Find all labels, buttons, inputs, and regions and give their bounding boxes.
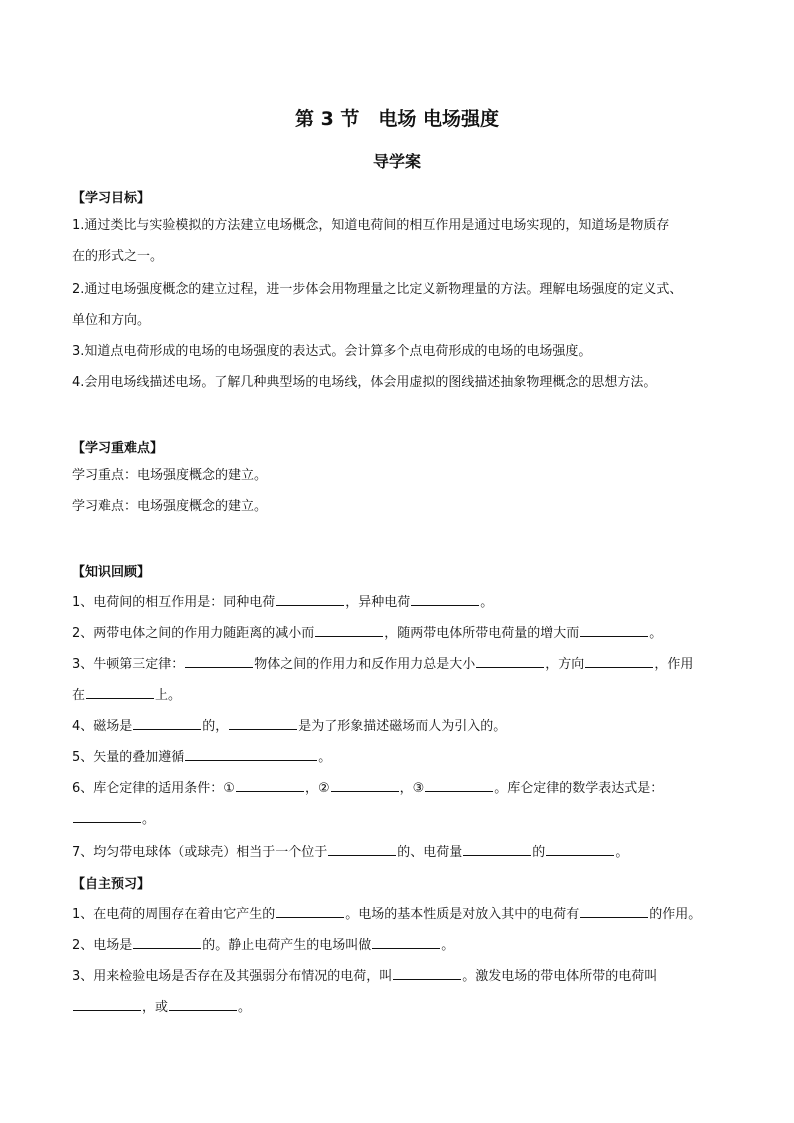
goal-line: 1.通过类比与实验模拟的方法建立电场概念，知道电荷间的相互作用是通过电场实现的，知道场是物质存 <box>72 218 670 233</box>
answer-blank[interactable] <box>185 747 317 761</box>
key-focus-line: 学习重点：电场强度概念的建立。 <box>72 468 268 483</box>
page-subtitle: 导学案 <box>372 152 421 171</box>
answer-blank[interactable] <box>276 904 344 918</box>
review-question-3: 3、牛顿第三定律： 物体之间的作用力和反作用力总是大小 ，方向 ，作用 <box>72 654 732 674</box>
answer-blank[interactable] <box>425 778 493 792</box>
answer-blank[interactable] <box>580 623 648 637</box>
preview-question-1: 1、在电荷的周围存在着由它产生的 。电场的基本性质是对放入其中的电荷有 的作用。 <box>72 904 732 924</box>
answer-blank[interactable] <box>185 654 253 668</box>
review-question-3-cont: 在 上。 <box>72 685 732 705</box>
answer-blank[interactable] <box>73 997 141 1011</box>
review-question-6-cont: 。 <box>72 809 732 829</box>
review-question-1: 1、电荷间的相互作用是：同种电荷 ，异种电荷 。 <box>72 592 732 612</box>
preview-question-3: 3、用来检验电场是否存在及其强弱分布情况的电荷，叫 。激发电场的带电体所带的电荷叫 <box>72 966 732 986</box>
answer-blank[interactable] <box>585 654 653 668</box>
key-difficulty-line: 学习难点：电场强度概念的建立。 <box>72 499 268 514</box>
review-question-5: 5、矢量的叠加遵循 。 <box>72 747 732 767</box>
section-heading-goals: 【学习目标】 <box>72 191 151 206</box>
answer-blank[interactable] <box>229 716 297 730</box>
review-question-2: 2、两带电体之间的作用力随距离的减小而 ，随两带电体所带电荷量的增大而 。 <box>72 623 732 643</box>
answer-blank[interactable] <box>169 997 237 1011</box>
preview-question-3-cont: ，或 。 <box>72 997 732 1017</box>
answer-blank[interactable] <box>133 935 201 949</box>
answer-blank[interactable] <box>133 716 201 730</box>
review-question-4: 4、磁场是 的， 是为了形象描述磁场而人为引入的。 <box>72 716 732 736</box>
answer-blank[interactable] <box>580 904 648 918</box>
answer-blank[interactable] <box>86 685 154 699</box>
goal-line: 3.知道点电荷形成的电场的电场强度的表达式。会计算多个点电荷形成的电场的电场强度。 <box>72 344 592 359</box>
section-heading-keypoints: 【学习重难点】 <box>72 441 164 456</box>
section-heading-preview: 【自主预习】 <box>72 877 151 892</box>
preview-question-2: 2、电场是 的。静止电荷产生的电场叫做 。 <box>72 935 732 955</box>
goal-line: 单位和方向。 <box>72 313 151 328</box>
goal-line: 4.会用电场线描述电场。了解几种典型场的电场线，体会用虚拟的图线描述抽象物理概念的思想方法。 <box>72 375 657 390</box>
page-title: 第 3 节 电场 电场强度 <box>294 108 500 130</box>
answer-blank[interactable] <box>476 654 544 668</box>
answer-blank[interactable] <box>393 966 461 980</box>
review-question-6: 6、库仑定律的适用条件：① ，② ，③ 。库仑定律的数学表达式是： <box>72 778 732 798</box>
answer-blank[interactable] <box>73 809 141 823</box>
answer-blank[interactable] <box>276 592 344 606</box>
answer-blank[interactable] <box>236 778 304 792</box>
answer-blank[interactable] <box>463 842 531 856</box>
goal-line: 2.通过电场强度概念的建立过程，进一步体会用物理量之比定义新物理量的方法。理解电场强度的定义式、 <box>72 282 683 297</box>
answer-blank[interactable] <box>546 842 614 856</box>
goal-line: 在的形式之一。 <box>72 249 164 264</box>
answer-blank[interactable] <box>315 623 383 637</box>
section-heading-review: 【知识回顾】 <box>72 565 151 580</box>
answer-blank[interactable] <box>372 935 440 949</box>
answer-blank[interactable] <box>331 778 399 792</box>
answer-blank[interactable] <box>328 842 396 856</box>
answer-blank[interactable] <box>411 592 479 606</box>
review-question-7: 7、均匀带电球体（或球壳）相当于一个位于 的、电荷量 的 。 <box>72 842 732 862</box>
